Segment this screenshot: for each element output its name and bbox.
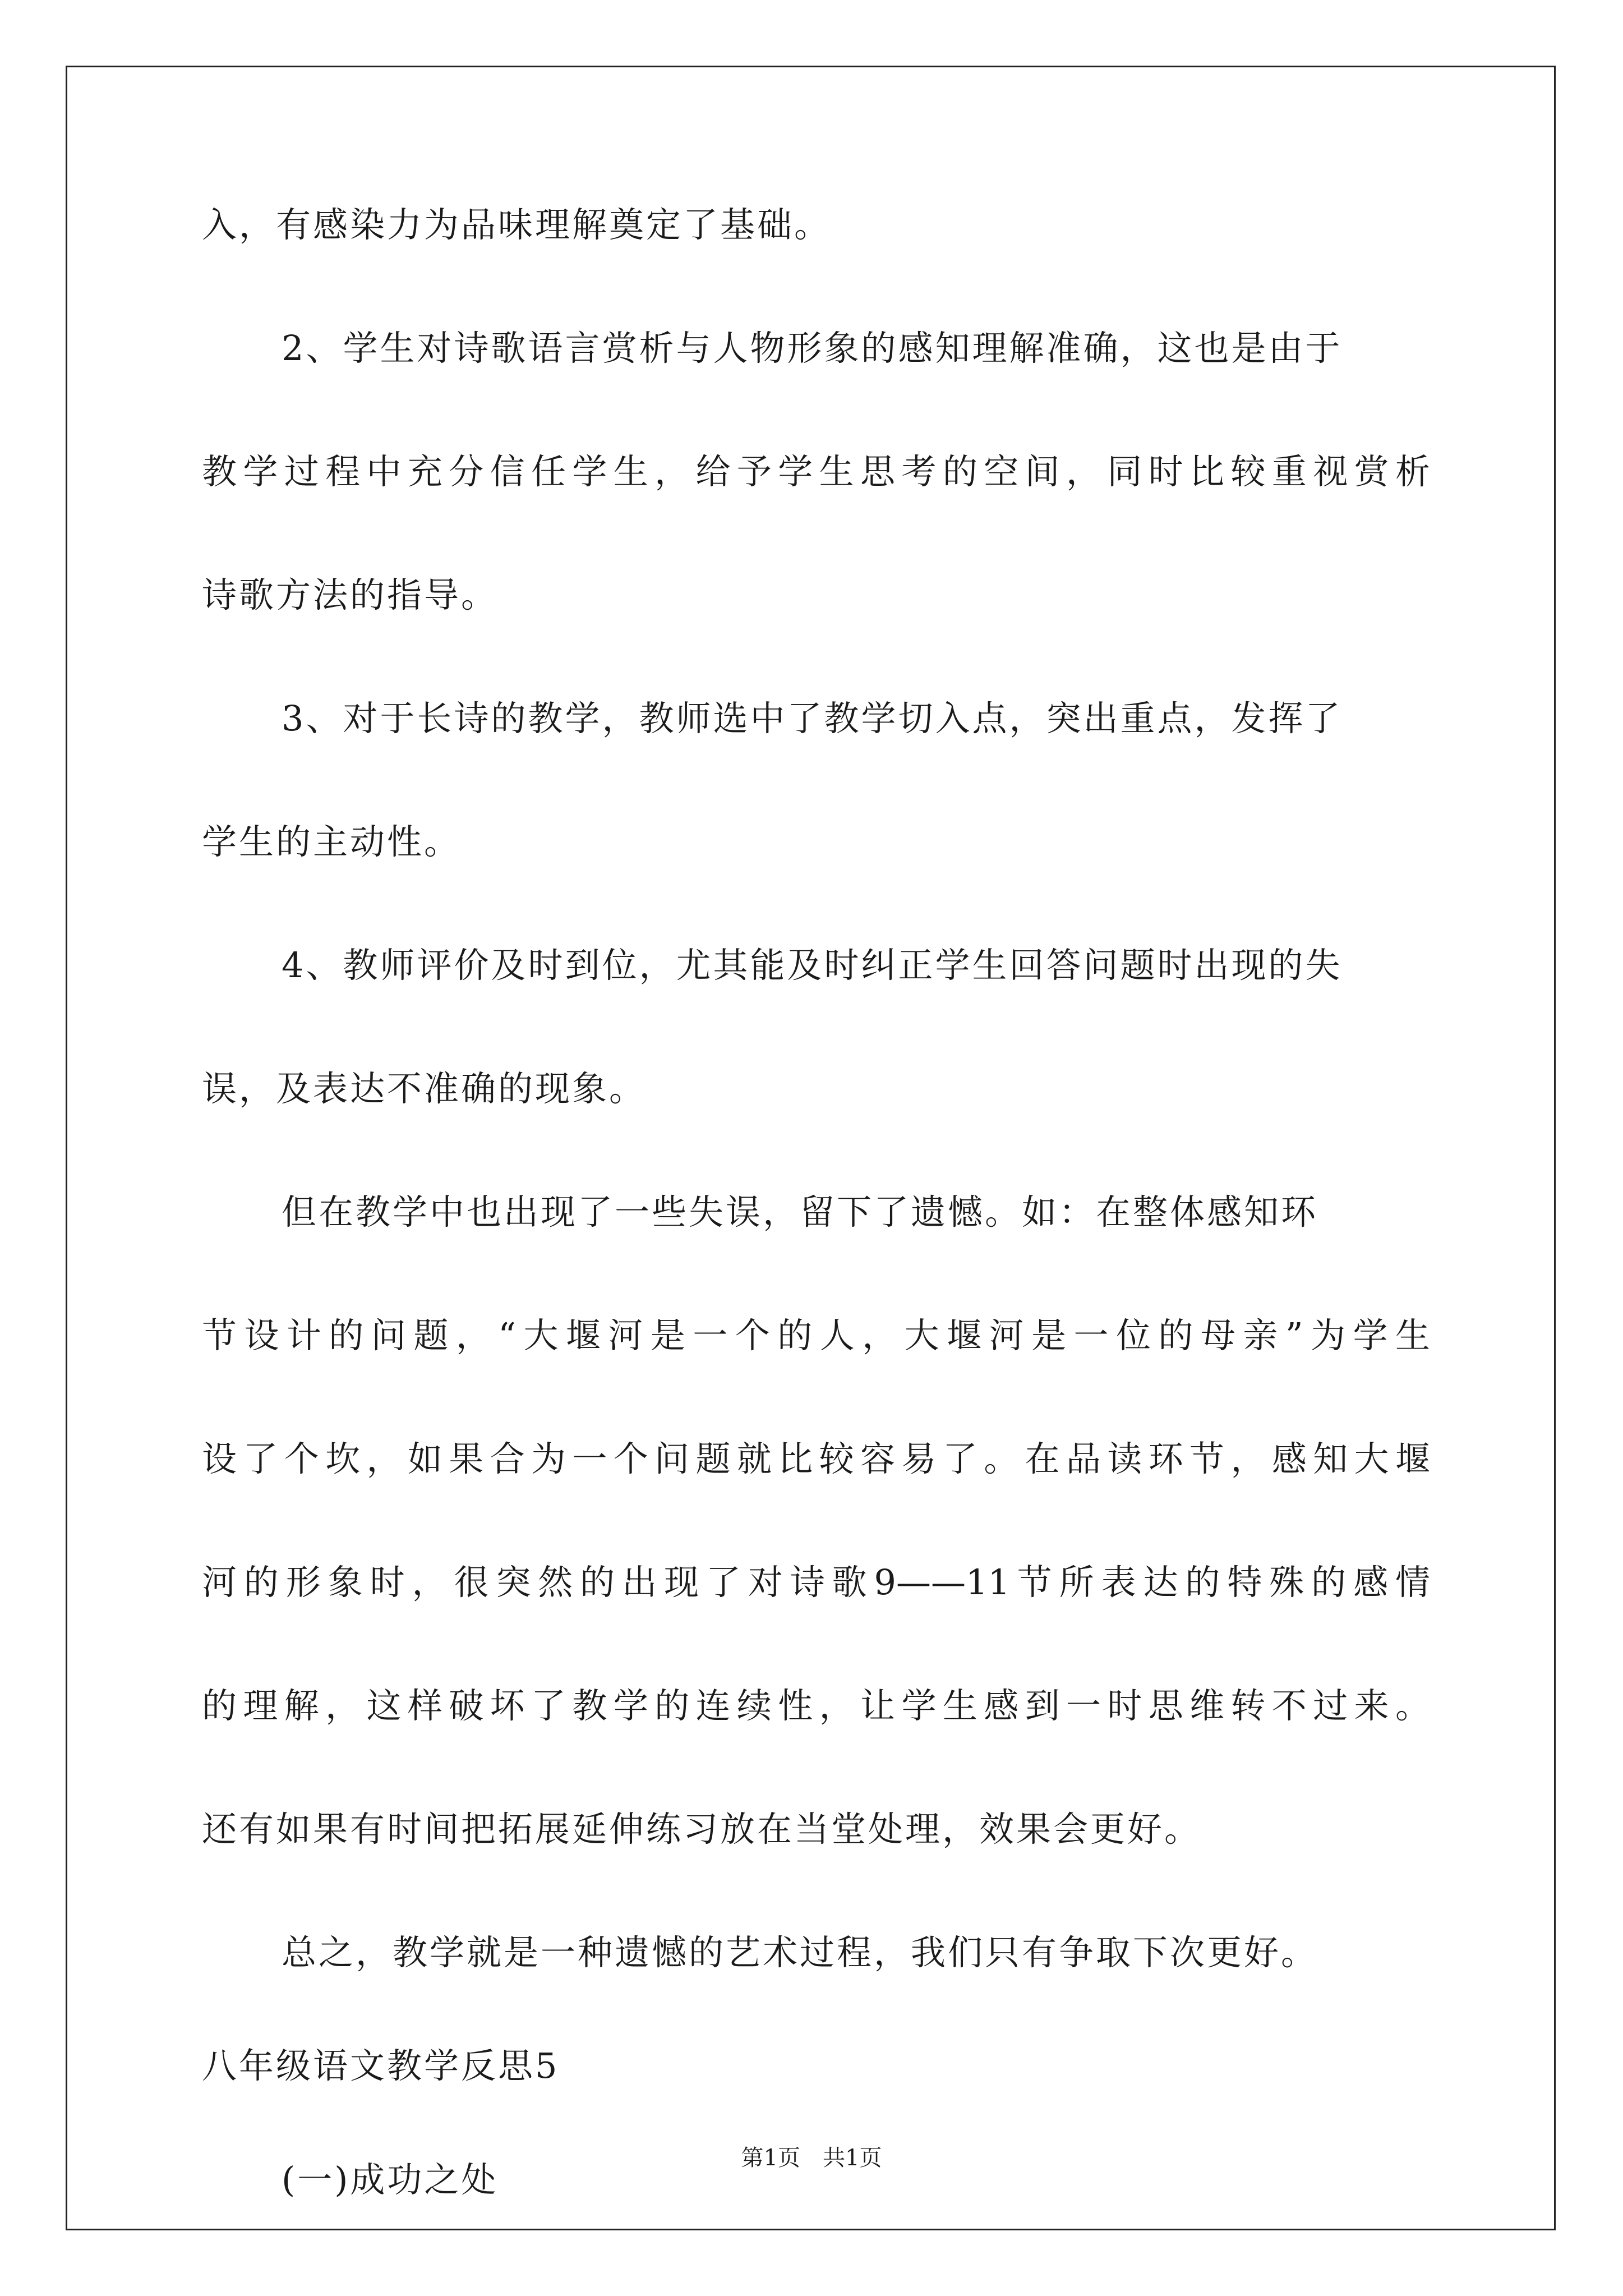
paragraph-line: 教学过程中充分信任学生，给予学生思考的空间，同时比较重视赏析 [202, 451, 1430, 492]
paragraph-line: 总之，教学就是一种遗憾的艺术过程，我们只有争取下次更好。 [282, 1932, 1318, 1973]
paragraph-line: 还有如果有时间把拓展延伸练习放在当堂处理，效果会更好。 [202, 1809, 1202, 1849]
paragraph-line: 诗歌方法的指导。 [202, 574, 499, 615]
paragraph-line: 但在教学中也出现了一些失误，留下了遗憾。如：在整体感知环 [282, 1191, 1318, 1232]
paragraph-line: 入，有感染力为品味理解奠定了基础。 [202, 204, 832, 245]
paragraph-line: 节设计的问题，“大堰河是一个的人，大堰河是一位的母亲”为学生 [202, 1315, 1430, 1356]
paragraph-line: 误，及表达不准确的现象。 [202, 1068, 647, 1109]
paragraph-line: 2、学生对诗歌语言赏析与人物形象的感知理解准确，这也是由于 [282, 328, 1343, 369]
paragraph-line: 设了个坎，如果合为一个问题就比较容易了。在品读环节，感知大堰 [202, 1438, 1430, 1479]
paragraph-line: 3、对于长诗的教学，教师选中了教学切入点，突出重点，发挥了 [282, 698, 1343, 739]
page-footer: 第1页 共1页 [741, 2145, 882, 2171]
paragraph-line: 学生的主动性。 [202, 821, 462, 862]
page-border [66, 66, 1556, 2230]
paragraph-line: 4、教师评价及时到位，尤其能及时纠正学生回答问题时出现的失 [282, 945, 1343, 986]
section-heading: 八年级语文教学反思5 [202, 2045, 560, 2086]
paragraph-line: 河的形象时，很突然的出现了对诗歌9——11节所表达的特殊的感情 [202, 1562, 1430, 1603]
paragraph-line: 的理解，这样破坏了教学的连续性，让学生感到一时思维转不过来。 [202, 1685, 1430, 1726]
subsection-heading: (一)成功之处 [282, 2159, 499, 2200]
